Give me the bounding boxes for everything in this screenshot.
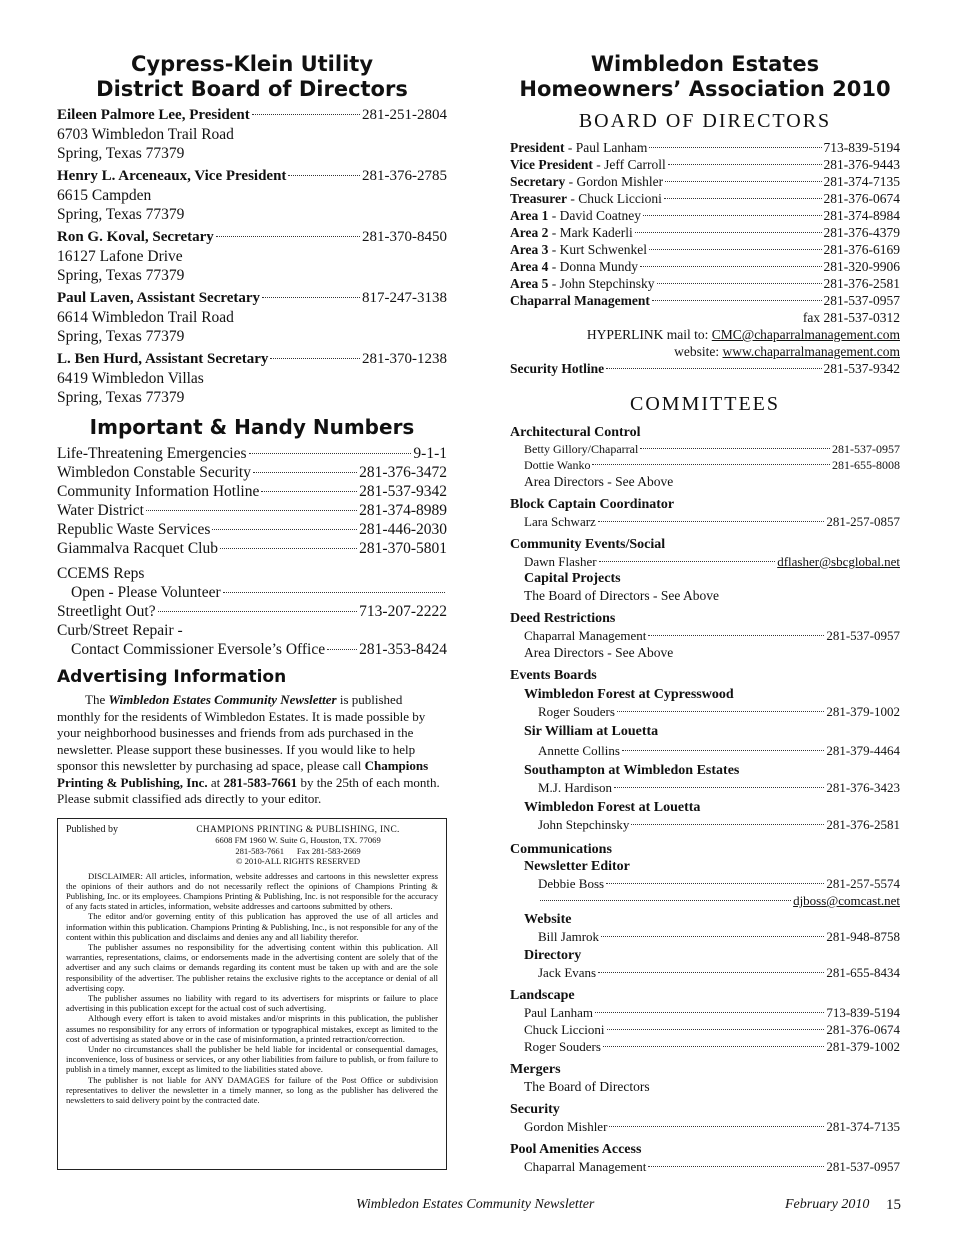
director-city: Spring, Texas 77379 <box>57 328 185 345</box>
committee-phone: 281-376-0674 <box>826 1022 900 1037</box>
committee-phone: 281-537-0957 <box>826 1159 900 1174</box>
handy-value: 281-446-2030 <box>359 521 447 538</box>
security-hotline-label: Security Hotline <box>510 361 605 376</box>
board-role: President <box>510 140 565 155</box>
publisher-phones: 281-583-7661 Fax 281-583-2669 <box>235 845 361 856</box>
committee-member: Chaparral Management <box>524 628 647 643</box>
committee-row <box>510 779 900 796</box>
committee-email-link[interactable]: dflasher@sbcglobal.net <box>777 554 900 569</box>
board-phone: 281-376-6169 <box>823 242 900 257</box>
handy-row <box>57 520 447 539</box>
leader-dots <box>617 711 824 712</box>
leader-dots <box>212 529 357 530</box>
director-entry <box>57 350 447 407</box>
publisher-header <box>66 825 438 867</box>
ccems-open-row <box>57 583 447 602</box>
hyperlink-line <box>510 326 900 343</box>
leader-dots <box>223 592 445 593</box>
publisher-copyright: © 2010-ALL RIGHTS RESERVED <box>235 856 361 866</box>
handy-value: 281-376-3472 <box>359 464 447 481</box>
footer-date: February 2010 <box>785 1197 870 1212</box>
disclaimer-paragraph: Although every effort is taken to avoid mistakes and/or misprints in this publication, the publisher assumes no responsibility for any errors of information or typographical mistakes, except as limited to the cost of advertising as stated above or in the case of misinformation, a printed retraction/correction. <box>66 1013 438 1044</box>
leader-dots <box>657 283 822 284</box>
director-city: Spring, Texas 77379 <box>57 206 185 223</box>
committee-note: The Board of Directors <box>524 1079 650 1094</box>
leader-dots <box>648 1166 824 1167</box>
committee-subheading: Capital Projects <box>524 571 621 586</box>
committee-subheading: Newsletter Editor <box>524 859 630 874</box>
board-phone: 713-839-5194 <box>823 140 900 155</box>
handy-label: Giammalva Racquet Club <box>57 540 218 557</box>
board-row <box>510 241 900 258</box>
committee-row <box>510 928 900 945</box>
director-address: 6614 Wimbledon Trail Road <box>57 309 234 326</box>
board-list <box>510 139 900 377</box>
committee-row <box>510 1118 900 1135</box>
committee-mergers <box>510 1061 900 1095</box>
director-city: Spring, Texas 77379 <box>57 389 185 406</box>
leader-dots <box>261 491 357 492</box>
curb-label: Curb/Street Repair - <box>57 622 183 639</box>
board-phone: 281-376-4379 <box>823 225 900 240</box>
adv-newsletter-name: Wimbledon Estates Community Newsletter <box>108 692 337 707</box>
streetlight-label: Streetlight Out? <box>57 603 156 620</box>
board-phone: 281-537-0957 <box>823 293 900 308</box>
committee-subheading: Southampton at Wimbledon Estates <box>524 763 740 778</box>
adv-text-part: by the 25th of each month. Please submit classified ads directly to your editor. <box>57 774 440 806</box>
handy-row <box>57 482 447 501</box>
disclaimer-paragraph: The publisher assumes no responsibility for the advertising content within this publication. All warranties, representations, claims, or endorsements made in the advertising content are solely that of the advertiser and any such claims or demands regarding its content must be taken up with and are the sole responsibility of the advertiser. The publisher retains the exclusive rights to the acceptance or denial of all advertising copy. <box>66 941 438 993</box>
leader-dots <box>598 972 824 973</box>
committee-note: The Board of Directors - See Above <box>524 588 719 603</box>
committee-block-captain <box>510 496 900 530</box>
committee-phone: 281-379-4464 <box>826 743 900 758</box>
committees-title: COMMITTEES <box>630 393 780 415</box>
disclaimer-paragraph: Under no circumstances shall the publisher be held liable for incidental or consequential damages, inconvenience, loss of business or services, or any other liabilities from failure to publish, or from failure to publish in a timely manner, except as limited to the liabilities stated above. <box>66 1043 438 1075</box>
committee-row <box>510 1158 900 1175</box>
leader-dots <box>607 1029 825 1030</box>
committee-member: Roger Souders <box>538 704 615 719</box>
leader-dots <box>252 114 360 115</box>
leader-dots <box>599 561 776 562</box>
hoa-title <box>510 52 900 102</box>
board-row <box>510 275 900 292</box>
curb-contact-row <box>57 640 447 659</box>
board-member: - Paul Lanham <box>564 140 648 155</box>
handy-label: Wimbledon Constable Security <box>57 464 251 481</box>
committee-phone: 281-376-2581 <box>826 817 900 832</box>
disclaimer-paragraph: The editor and/or governing entity of this publication has approved the use of all articles and information within this publication. Champions Printing & Publishing, Inc., is not responsible for any of the content within this publication and disclaims and denies any and all liability therefor. <box>66 911 438 942</box>
adv-text-part: is published monthly for the residents of Wimbledon Estates. It is made possible by your neighborhood businesses and friends from ads purchased in the newsletter. Please support these businesses. If you would like to help sponsor this newsletter by purchasing ad space, please call <box>57 692 426 773</box>
committee-row <box>510 703 900 720</box>
board-member: - Kurt Schwenkel <box>548 242 647 257</box>
board-title: BOARD OF DIRECTORS <box>578 110 832 132</box>
adv-phone: 281-583-7661 <box>223 774 298 790</box>
director-address: 6615 Campden <box>57 187 152 204</box>
committee-phone: 281-379-1002 <box>826 704 900 719</box>
leader-dots <box>640 448 830 449</box>
committee-member: John Stepchinsky <box>538 817 630 832</box>
leader-dots <box>158 611 358 612</box>
board-member: - Mark Kaderli <box>548 225 633 240</box>
publisher-box <box>57 818 447 1170</box>
director-phone: 281-376-2785 <box>362 168 447 184</box>
leader-dots <box>146 510 357 511</box>
board-phone: 281-376-0674 <box>823 191 900 206</box>
committee-phone: 281-257-0857 <box>826 514 900 529</box>
streetlight-value: 713-207-2222 <box>359 603 447 620</box>
board-row <box>510 190 900 207</box>
committee-member: Chaparral Management <box>524 1159 647 1174</box>
board-role: Area 2 <box>510 225 549 240</box>
committee-row <box>510 441 900 457</box>
committee-member: Lara Schwarz <box>524 514 596 529</box>
director-entry <box>57 167 447 224</box>
leader-dots <box>640 266 822 267</box>
committee-communications <box>510 841 900 981</box>
utility-directors <box>57 106 447 407</box>
email-link[interactable]: CMC@chaparralmanagement.com <box>711 327 900 342</box>
website-line <box>510 343 900 360</box>
disclaimer-paragraph: The publisher assumes no liability with regard to its advertisers for misprints or failure to place advertising in this publication except for the actual cost of such advertising. <box>66 992 438 1014</box>
committee-phone: 281-537-0957 <box>832 442 900 456</box>
streetlight-row <box>57 602 447 621</box>
committee-events-social <box>510 536 900 604</box>
board-row <box>510 292 900 309</box>
board-role: Treasurer <box>510 191 567 206</box>
board-member: - John Stepchinsky <box>548 276 655 291</box>
director-name: Henry L. Arceneaux, Vice President <box>57 168 287 184</box>
committee-heading: Security <box>510 1102 560 1117</box>
director-phone: 817-247-3138 <box>362 290 447 306</box>
committee-heading: Communications <box>510 842 612 857</box>
committee-subheading: Wimbledon Forest at Louetta <box>524 800 701 815</box>
board-role: Vice President <box>510 157 593 172</box>
committee-subheading: Directory <box>524 948 582 963</box>
curb-contact-value: 281-353-8424 <box>359 641 447 658</box>
leader-dots <box>614 787 824 788</box>
utility-title <box>57 52 447 102</box>
committee-heading: Landscape <box>510 988 575 1003</box>
leader-dots <box>249 453 412 454</box>
right-column <box>510 52 900 1175</box>
committee-email-link[interactable]: djboss@comcast.net <box>793 893 900 908</box>
leader-dots <box>592 464 830 465</box>
board-phone: 281-374-7135 <box>823 174 900 189</box>
committee-member: Annette Collins <box>538 743 620 758</box>
leader-dots <box>606 368 821 369</box>
handy-row <box>57 501 447 520</box>
management-fax: fax 281-537-0312 <box>802 310 900 325</box>
committee-phone: 281-376-3423 <box>826 780 900 795</box>
leader-dots <box>595 1012 824 1013</box>
leader-dots <box>216 236 360 237</box>
advertising-title: Advertising Information <box>57 667 287 687</box>
board-row <box>510 156 900 173</box>
committee-note: Area Directors - See Above <box>524 474 674 489</box>
director-name: Eileen Palmore Lee, President <box>57 107 250 123</box>
leader-dots <box>648 635 824 636</box>
board-row <box>510 258 900 275</box>
handy-value: 9-1-1 <box>413 445 447 462</box>
hyperlink-label: HYPERLINK mail to: <box>586 327 712 342</box>
board-row <box>510 173 900 190</box>
committee-phone: 281-379-1002 <box>826 1039 900 1054</box>
committee-heading: Mergers <box>510 1062 561 1077</box>
handy-value: 281-537-9342 <box>359 483 447 500</box>
committee-row <box>510 892 900 909</box>
committee-heading: Pool Amenities Access <box>510 1142 642 1157</box>
leader-dots <box>253 472 357 473</box>
director-name: Paul Laven, Assistant Secretary <box>57 290 261 306</box>
disclaimer-paragraph: The publisher is not liable for ANY DAMAGES for failure of the Post Office or subdivision representatives to deliver the newsletter in a timely manner, so long as the publisher has delivered the newsletters to said delivery point by the contracted date. <box>66 1074 438 1105</box>
board-member: - Gordon Mishler <box>565 174 664 189</box>
ccems-open: Open - Please Volunteer <box>71 584 221 601</box>
director-name: Ron G. Koval, Secretary <box>57 229 214 245</box>
committee-heading: Deed Restrictions <box>510 611 616 626</box>
director-entry <box>57 289 447 346</box>
director-city: Spring, Texas 77379 <box>57 145 185 162</box>
leader-dots <box>631 824 824 825</box>
committee-member: Betty Gillory/Chaparral <box>524 442 639 456</box>
leader-dots <box>622 750 824 751</box>
board-role: Secretary <box>510 174 566 189</box>
committee-phone: 281-537-0957 <box>826 628 900 643</box>
board-row <box>510 139 900 156</box>
committees-list <box>510 424 900 1175</box>
committee-phone: 281-374-7135 <box>826 1119 900 1134</box>
committee-row <box>510 816 900 833</box>
published-by-label: Published by <box>66 823 118 835</box>
handy-numbers-title: Important & Handy Numbers <box>89 415 415 439</box>
board-phone: 281-320-9906 <box>823 259 900 274</box>
committee-deed <box>510 610 900 661</box>
leader-dots <box>220 548 357 549</box>
utility-title-line1: Cypress-Klein Utility <box>130 52 374 76</box>
director-entry <box>57 228 447 285</box>
adv-text-part: The <box>85 692 109 707</box>
committee-pool <box>510 1141 900 1175</box>
handy-label: Republic Waste Services <box>57 521 211 538</box>
leader-dots <box>601 936 824 937</box>
committee-landscape <box>510 987 900 1055</box>
board-member: - David Coatney <box>548 208 641 223</box>
leader-dots <box>540 900 791 901</box>
committee-member: Jack Evans <box>538 965 597 980</box>
leader-dots <box>270 358 360 359</box>
handy-label: Community Information Hotline <box>57 483 260 500</box>
committee-subheading: Wimbledon Forest at Cypresswood <box>524 687 734 702</box>
leader-dots <box>668 164 822 165</box>
committee-heading: Architectural Control <box>510 425 641 440</box>
publisher-company: CHAMPIONS PRINTING & PUBLISHING, INC. <box>196 824 400 835</box>
committee-phone: 281-655-8434 <box>826 965 900 980</box>
committee-row <box>510 1021 900 1038</box>
committee-heading: Block Captain Coordinator <box>510 497 675 512</box>
director-address: 6419 Wimbledon Villas <box>57 370 204 387</box>
board-role: Chaparral Management <box>510 293 650 308</box>
committee-row <box>510 964 900 981</box>
handy-numbers-list <box>57 444 447 659</box>
committee-member: M.J. Hardison <box>538 780 613 795</box>
director-address: 6703 Wimbledon Trail Road <box>57 126 234 143</box>
page-number: 15 <box>886 1197 901 1213</box>
website-label: website: <box>674 344 723 359</box>
board-phone: 281-374-8984 <box>823 208 900 223</box>
committee-subheading: Sir William at Louetta <box>524 724 659 739</box>
director-phone: 281-251-2804 <box>362 107 447 123</box>
committee-member: Roger Souders <box>524 1039 601 1054</box>
hoa-title-line2: Homeowners’ Association 2010 <box>519 77 891 101</box>
hoa-title-line1: Wimbledon Estates <box>590 52 820 76</box>
board-phone: 281-376-9443 <box>823 157 900 172</box>
committee-member: Debbie Boss <box>538 876 605 891</box>
committee-phone: 281-257-5574 <box>826 876 900 891</box>
leader-dots <box>598 521 825 522</box>
leader-dots <box>665 181 821 182</box>
handy-value: 281-370-5801 <box>359 540 447 557</box>
committee-row <box>510 513 900 530</box>
handy-row <box>57 463 447 482</box>
committee-member: Chuck Liccioni <box>524 1022 605 1037</box>
director-name: L. Ben Hurd, Assistant Secretary <box>57 351 269 367</box>
publisher-address: 6608 FM 1960 W. Suite G, Houston, TX. 77069 <box>215 835 381 845</box>
advertising-text <box>57 692 447 808</box>
leader-dots <box>288 175 360 176</box>
director-phone: 281-370-1238 <box>362 351 447 367</box>
committee-events-boards <box>510 667 900 833</box>
leader-dots <box>649 147 821 148</box>
board-row <box>510 207 900 224</box>
committee-member: Dawn Flasher <box>524 554 597 569</box>
ccems-label: CCEMS Reps <box>57 565 145 582</box>
committee-heading: Community Events/Social <box>510 537 666 552</box>
committee-heading: Events Boards <box>510 668 597 683</box>
leader-dots <box>649 249 822 250</box>
committee-subheading: Website <box>524 912 572 927</box>
committee-note: Area Directors - See Above <box>524 645 674 660</box>
board-role: Area 5 <box>510 276 549 291</box>
publisher-company-block <box>158 825 438 867</box>
director-city: Spring, Texas 77379 <box>57 267 185 284</box>
handy-label: Life-Threatening Emergencies <box>57 445 247 462</box>
leader-dots <box>603 1046 824 1047</box>
board-member: - Chuck Liccioni <box>567 191 662 206</box>
leader-dots <box>606 883 824 884</box>
committee-architectural <box>510 424 900 490</box>
footer-newsletter-title: Wimbledon Estates Community Newsletter <box>356 1197 595 1212</box>
committee-row <box>510 1004 900 1021</box>
committee-row <box>510 457 900 473</box>
board-member: - Donna Mundy <box>548 259 638 274</box>
disclaimer-paragraph: DISCLAIMER: All articles, information, website addresses and cartoons in this newsletter express the opinions of their authors and do not necessarily reflect the opinions of Champions Printing & Publishing, Inc. or its employees. Champions Printing & Publishing, Inc. is not responsible for the accuracy of any facts stated in articles, information, website addresses and cartoons submitted by others. <box>66 870 438 912</box>
website-link[interactable]: www.chaparralmanagement.com <box>722 344 900 359</box>
handy-row <box>57 444 447 463</box>
director-phone: 281-370-8450 <box>362 229 447 245</box>
handy-row <box>57 539 447 558</box>
leader-dots <box>652 300 822 301</box>
board-row <box>510 224 900 241</box>
handy-value: 281-374-8989 <box>359 502 447 519</box>
leader-dots <box>609 1126 824 1127</box>
committee-phone: 281-948-8758 <box>826 929 900 944</box>
committee-row <box>510 875 900 892</box>
committee-member: Gordon Mishler <box>524 1119 608 1134</box>
leader-dots <box>327 649 357 650</box>
director-entry <box>57 106 447 163</box>
committee-member: Paul Lanham <box>524 1005 593 1020</box>
leader-dots <box>664 198 822 199</box>
adv-text-part: at <box>207 774 224 790</box>
director-address: 16127 Lafone Drive <box>57 248 183 265</box>
committee-phone: 281-655-8008 <box>832 458 900 472</box>
page-footer <box>0 1197 960 1217</box>
committee-row <box>510 742 900 759</box>
committee-row <box>510 627 900 644</box>
board-phone: 281-376-2581 <box>823 276 900 291</box>
committee-member: Bill Jamrok <box>538 929 600 944</box>
board-role: Area 4 <box>510 259 549 274</box>
handy-label: Water District <box>57 502 144 519</box>
committee-phone: 713-839-5194 <box>826 1005 900 1020</box>
board-member: - Jeff Carroll <box>592 157 666 172</box>
security-hotline-row <box>510 360 900 377</box>
curb-contact-label: Contact Commissioner Eversole’s Office <box>71 641 326 658</box>
committee-row <box>510 1038 900 1055</box>
committee-security <box>510 1101 900 1135</box>
utility-title-line2: District Board of Directors <box>96 77 408 101</box>
security-hotline-phone: 281-537-9342 <box>823 361 900 376</box>
committee-member: Dottie Wanko <box>524 458 591 472</box>
board-role: Area 1 <box>510 208 549 223</box>
leader-dots <box>643 215 822 216</box>
left-column <box>57 52 447 1170</box>
board-role: Area 3 <box>510 242 549 257</box>
leader-dots <box>635 232 822 233</box>
leader-dots <box>262 297 360 298</box>
adv-company-name: Champions Printing & Publishing, Inc. <box>57 758 429 790</box>
committee-row <box>510 553 900 570</box>
